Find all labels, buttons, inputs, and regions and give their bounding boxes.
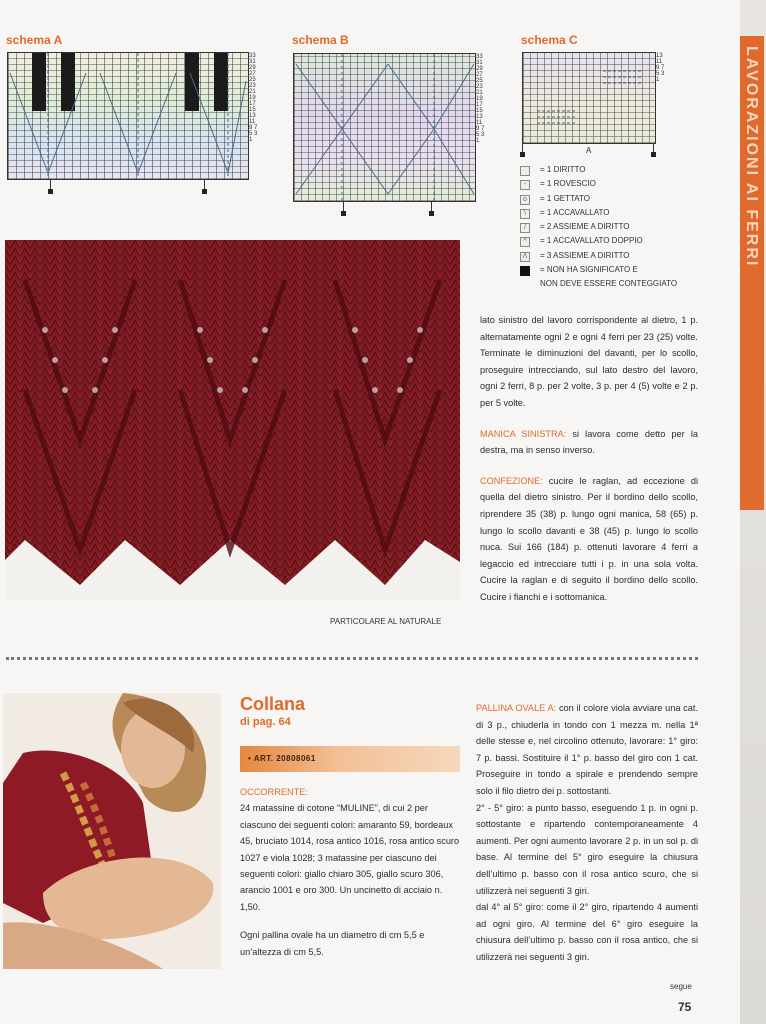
knitted-swatch-image xyxy=(5,240,460,600)
continued-label: segue xyxy=(670,982,692,991)
instructions-column xyxy=(480,312,698,620)
skp-symbol-icon: \ xyxy=(520,209,530,219)
instructions-paragraph: lato sinistro del lavoro corrispondente al dietro, 1 p. alternatamente ogni 2 e ogni 4 ferri per 23 (25) volte. Terminate le diminuzioni del davanti, per lo scollo, proseguire intrecciando, sul lato destro del lavoro, ogni 2 ferri, 8 p. per 2 volte, 3 p. per 4 (5) volte e 2 p. per 5 volte. xyxy=(480,315,698,408)
instructions-paragraph: MANICA SINISTRA: si lavora come detto per la destra, ma in senso inverso. xyxy=(480,428,699,456)
chart-b-row-numbers: 33 31 29 27 25 23 21 19 17 15 13 11 9 7 5 3 1 xyxy=(476,54,485,144)
chart-marker xyxy=(204,180,205,190)
schema-a-chart xyxy=(7,52,249,180)
symbol-legend xyxy=(518,163,738,292)
section-heading: PALLINA OVALE A: xyxy=(476,703,557,713)
k3tog-symbol-icon: Λ xyxy=(520,252,530,262)
project-page-ref: di pag. 64 xyxy=(240,716,291,728)
no-stitch-symbol-icon xyxy=(520,266,530,276)
section-tab xyxy=(740,36,764,510)
photo-caption: PARTICOLARE AL NATURALE xyxy=(330,617,442,626)
section-heading: OCCORRENTE: xyxy=(240,787,308,797)
chart-b-markers xyxy=(293,202,474,216)
legend-item: ^ = 1 ACCAVALLATO DOPPIO xyxy=(518,234,738,248)
legend-item: / = 2 ASSIEME A DIRITTO xyxy=(518,220,738,234)
chart-a-pattern xyxy=(8,53,248,179)
chart-c-markers xyxy=(522,143,654,157)
legend-item: Λ = 3 ASSIEME A DIRITTO xyxy=(518,249,738,263)
article-code-box xyxy=(240,746,460,772)
instructions-paragraph: PALLINA OVALE A: con il colore viola avviare una cat. di 3 p., chiuderla in tondo con 1 mezza m. nella 1ª delle stesse e, nel circolino ottenuto, lavorare: 1° giro: 7 p. bassi. Sostituire il 1° p. basso del giro con 1 cat. Proseguire in tondo a spirale e prendendo sempre solo il filo dietro dei p. sottostanti. xyxy=(476,703,698,796)
project-title: Collana xyxy=(240,694,306,714)
chart-c-marker-label: A xyxy=(586,146,592,155)
instructions-paragraph: dal 4° al 5° giro: come il 2° giro, ripartendo 4 aumenti ad ogni giro. Al termine del 6° giro eseguire la chiusura dell’ultimo p. basso con il rosa antico, che si utilizzerà nei seguenti 3 giri. xyxy=(476,902,698,962)
chart-c-row-numbers: 13 11 9 7 5 3 1 xyxy=(656,53,665,83)
schema-a-title: schema A xyxy=(6,33,63,47)
knit-symbol-icon xyxy=(520,166,530,176)
chart-b-pattern xyxy=(294,54,475,201)
double-decrease-symbol-icon: ^ xyxy=(520,237,530,247)
materials-paragraph: OCCORRENTE: 24 matassine di cotone “MULINE”, di cui 2 per ciascuno dei seguenti colori: amaranto 59, bordeaux 45, bruciato 1014, rosa antico 1016, rosa antico scuro 1027 e viola 1028; 3 matassine per ciascuno dei seguenti colori: giallo chiaro 305, giallo scuro 306, arancio 1001 e oro 300. Un uncinetto di acciaio n. 1,50. xyxy=(240,787,460,912)
schema-b-chart xyxy=(293,53,476,202)
knitted-swatch-photo xyxy=(5,240,460,600)
section-tab-label: LAVORAZIONI AI FERRI xyxy=(743,46,760,268)
chart-c-pattern xyxy=(523,53,655,143)
materials-column xyxy=(240,784,460,972)
page-number: 75 xyxy=(678,1000,692,1014)
legend-item: = 1 DIRITTO xyxy=(518,163,738,177)
model-image xyxy=(3,693,221,969)
pallina-instructions xyxy=(476,700,698,966)
k2tog-symbol-icon: / xyxy=(520,223,530,233)
schema-c-chart xyxy=(522,52,656,144)
yarn-over-symbol-icon: o xyxy=(520,195,530,205)
legend-item: - = 1 ROVESCIO xyxy=(518,177,738,191)
chart-marker xyxy=(522,143,523,153)
chart-marker xyxy=(50,180,51,190)
section-heading: CONFEZIONE: xyxy=(480,475,543,486)
legend-item-continuation: NON DEVE ESSERE CONTEGGIATO xyxy=(540,279,678,289)
instructions-paragraph: 2° - 5° giro: a punto basso, eseguendo 1 p. in ogni p. sottostante e ripartendo contemporaneamente 4 aumenti. Per ogni aumento lavorare 2 p. in un sol p. di base. Al termine del 5° giro eseguire la chiusura dell’ultimo p. basso con il rosa antico scuro, che si utilizzerà nei seguenti 3 giri. xyxy=(476,802,698,896)
dotted-divider xyxy=(6,657,698,660)
instructions-paragraph: CONFEZIONE: cucire le raglan, ad eccezione di quella del dietro sinistro. Per il bordino dello scollo, riprendere 35 (38) p. lungo ogni manica, 58 (65) p. lungo lo scollo davanti e 38 (45) p. lungo lo scollo nuca. Sui 166 (184) p. ottenuti lavorare 4 ferri a legaccio ed intrecciare tutti i p. in una sola volta. Cucire la raglan e di seguito il bordino dello scollo. Cucire i fianchi e i sottomanica. xyxy=(480,475,698,602)
chart-marker xyxy=(343,202,344,212)
schema-c-title: schema C xyxy=(521,33,578,47)
chart-marker xyxy=(431,202,432,212)
schema-b-title: schema B xyxy=(292,33,349,47)
section-heading: MANICA SINISTRA: xyxy=(480,428,567,439)
chart-a-row-numbers: 33 31 29 27 25 23 21 19 17 15 13 11 9 7 5 3 1 xyxy=(249,53,258,143)
legend-item: o = 1 GETTATO xyxy=(518,192,738,206)
chart-a-markers xyxy=(7,180,247,194)
materials-note: Ogni pallina ovale ha un diametro di cm 5,5 e un’altezza di cm 5,5. xyxy=(240,930,425,957)
model-photo xyxy=(3,693,221,969)
purl-symbol-icon: - xyxy=(520,180,530,190)
article-code: • ART. 20808061 xyxy=(248,754,316,763)
legend-item: \ = 1 ACCAVALLATO xyxy=(518,206,738,220)
chart-marker xyxy=(653,143,654,153)
legend-item: = NON HA SIGNIFICATO E xyxy=(518,263,738,277)
